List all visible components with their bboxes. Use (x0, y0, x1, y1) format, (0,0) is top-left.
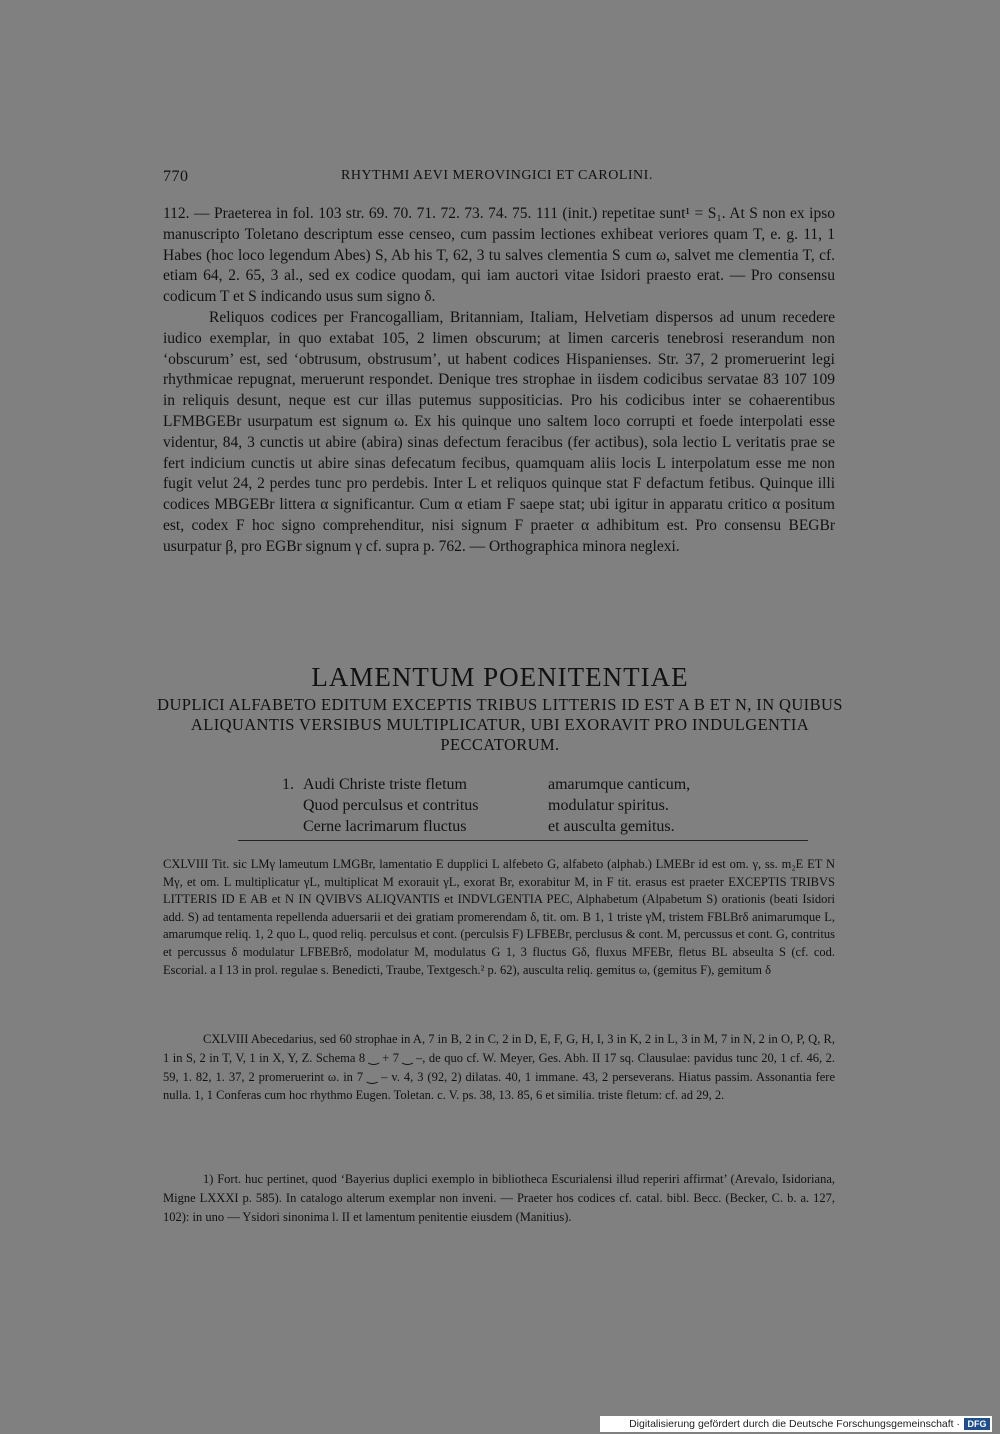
footnote (163, 1170, 835, 1228)
verse-second-half: modulatur spiritus. (548, 797, 669, 814)
poem-title-block (150, 662, 850, 755)
poem-line (282, 816, 742, 837)
poem-line (282, 774, 742, 795)
page-number: 770 (163, 168, 189, 185)
critical-apparatus (163, 856, 835, 979)
funding-credit-bar (600, 1416, 992, 1432)
funding-credit-text: Digitalisierung gefördert durch die Deutsche Forschungsgemeinschaft · (629, 1418, 960, 1430)
verse-second-half: et ausculta gemitus. (548, 818, 675, 835)
poem-title: LAMENTUM POENITENTIAE (311, 662, 689, 692)
poem-line (282, 795, 742, 816)
commentary (163, 1030, 835, 1105)
apparatus-text: CXLVIII Tit. sic LMγ lameutum LMGBr, lamentatio E dupplici L alfebeto G, alfabeto (alphab.) LMEBr id est om. γ, ss. m₂E ET N Mγ, et om. L multiplicatur γL, multiplicat M exorauit γL, exorat Br, exorabitur M, in F tit. erasus est praeter EXCEPTIS TRIBVS LITTERIS ID E AB et N IN QVIBVS ALIQVANTIS et INDVLGENTIA PEC, Alphabetum (Alpabetum S) orationis (beati Isidori add. S) ad tentamenta repellenda aduersarii et dei gratiam promerendam δ, tit. om. B 1, 1 triste γM, tristem FBLBrδ animarumque L, amarumque reliq. 1, 2 quo L, quod reliq. perculsus et cont. (perculsis F) LFBEBr, perclusus & cont. M, percussus et cont. G, contritus et percussus δ modulatur LFBEBrδ, modolatur M, modulatus G 1, 3 fluctus Gδ, fluxus MFEBr, fletus BL abseulta S (cf. cod. Escorial. a I 13 in prol. regulae s. Benedicti, Traube, Textgesch.² p. 62), ausculta reliq. gemitus ω, (gemitus F), gemitum δ (163, 857, 835, 977)
commentary-text: CXLVIII Abecedarius, sed 60 strophae in A, 7 in B, 2 in C, 2 in D, E, F, G, H, I, 3 in K, 2 in L, 3 in M, 7 in N, 2 in O, P, Q, R, 1 in S, 2 in T, V, 1 in X, Y, Z. Schema 8 ‿ + 7 ‿ –, de quo cf. W. Meyer, Ges. Abh. II 17 sq. Clausulae: pavidus tunc 20, 1 cf. 46, 2. 59, 1. 82, 1. 37, 2 promeruerint ω. in 7 ‿ – v. 4, 3 (92, 2) dilatas. 40, 1 immane. 43, 2 perseverans. Hiatus passim. Assonantia fere nulla. 1, 1 Conferas cum hoc rhythmo Eugen. Toletan. c. V. ps. 38, 13. 85, 6 et similia. triste fletum: cf. ad 29, 2. (163, 1032, 835, 1103)
intro-paragraph-2: Reliquos codices per Francogalliam, Britanniam, Italiam, Helvetiam dispersos ad unum recedere iudico exemplar, in quo extabat 105, 2 limen obscurum; at limen carceris tenebrosi reserandum non ‘obscurum’ est, sed ‘obtrusum, obstrusum’, ut habent codices Hispanienses. Str. 37, 2 promeruerint legi rhythmicae repugnat, meruerunt respondet. Denique tres strophae in iisdem codicibus servatae 83 107 109 in reliquis desunt, neque est cur illas putemus suppositicias. Pro his codicibus inter se cohaerentibus LFMBGEBr usurpatum est signum ω. Ex his quinque uno saltem loco corrupti et foede interpolati esse videntur, 84, 3 cunctis ut abire (abira) sinas defectum feracibus (fer actibus), sola lectio L veritatis prae se fert indicium cunctis ut abire sinas defecatum fecibus, quamquam aliis locis L interpolatum esse me non fugit velut 24, 2 perdes tunc pro perdebis. Inter L et reliquos quinque stat F defactum fetibus. Quinque illi codices MBGEBr littera α significantur. Cum α etiam F saepe stat; ubi igitur in apparatu critico α positum est, codex F hoc signo comprehenditur, nisi signum F praeter α adhibitum est. Pro consensu BEGBr usurpatur β, pro EGBr signum γ cf. supra p. 762. — Orthographica minora neglexi. (163, 308, 835, 555)
footnote-text: 1) Fort. huc pertinet, quod ‘Bayerius duplici exemplo in bibliotheca Escurialensi illud reperiri affirmat’ (Arevalo, Isidoriana, Migne LXXXI p. 585). In catalogo alterum exemplar non inveni. — Praeter hos codices cf. catal. bibl. Becc. (Becker, C. b. a. 127, 102): in uno — Ysidori sinonima l. II et lamentum penitentie eiusdem (Manitius). (163, 1172, 835, 1225)
verse-second-half: amarumque canticum, (548, 776, 691, 793)
running-title: RHYTHMI AEVI MEROVINGICI ET CAROLINI. (341, 168, 653, 183)
verse-first-half: Cerne lacrimarum fluctus (303, 818, 467, 835)
stanza-number: 1. (282, 776, 294, 793)
dfg-logo-icon: DFG (964, 1418, 990, 1430)
poem-stanza (282, 774, 742, 837)
verse-first-half: Quod perculsus et contritus (303, 797, 479, 814)
introduction-text (163, 204, 835, 558)
separator-rule (238, 840, 808, 841)
poem-subtitle: DUPLICI ALFABETO EDITUM EXCEPTIS TRIBUS LITTERIS ID EST A B ET N, IN QUIBUS ALIQUANTIS VERSIBUS MULTIPLICATUR, UBI EXORAVIT PRO INDULGENTIA PECCATORUM. (157, 695, 843, 754)
verse-first-half: Audi Christe triste fletum (303, 776, 467, 793)
intro-paragraph-1: 112. — Praeterea in fol. 103 str. 69. 70. 71. 72. 73. 74. 75. 111 (init.) repetitae sunt¹ = S₁. At S non ex ipso manuscripto Toletano descriptum esse censeo, cum passim lectiones exhibeat veriores quam T, e. g. 11, 1 Habes (hoc loco legendum Abes) S, Ab his T, 62, 3 tu salves clementia S cum ω, salvet me clementia T, cf. etiam 64, 2. 65, 3 al., sed ex codice quodam, qui iam auctori vitae Isidori praesto erat. — Pro consensu codicum T et S indicando usus sum signo δ. (163, 205, 835, 306)
